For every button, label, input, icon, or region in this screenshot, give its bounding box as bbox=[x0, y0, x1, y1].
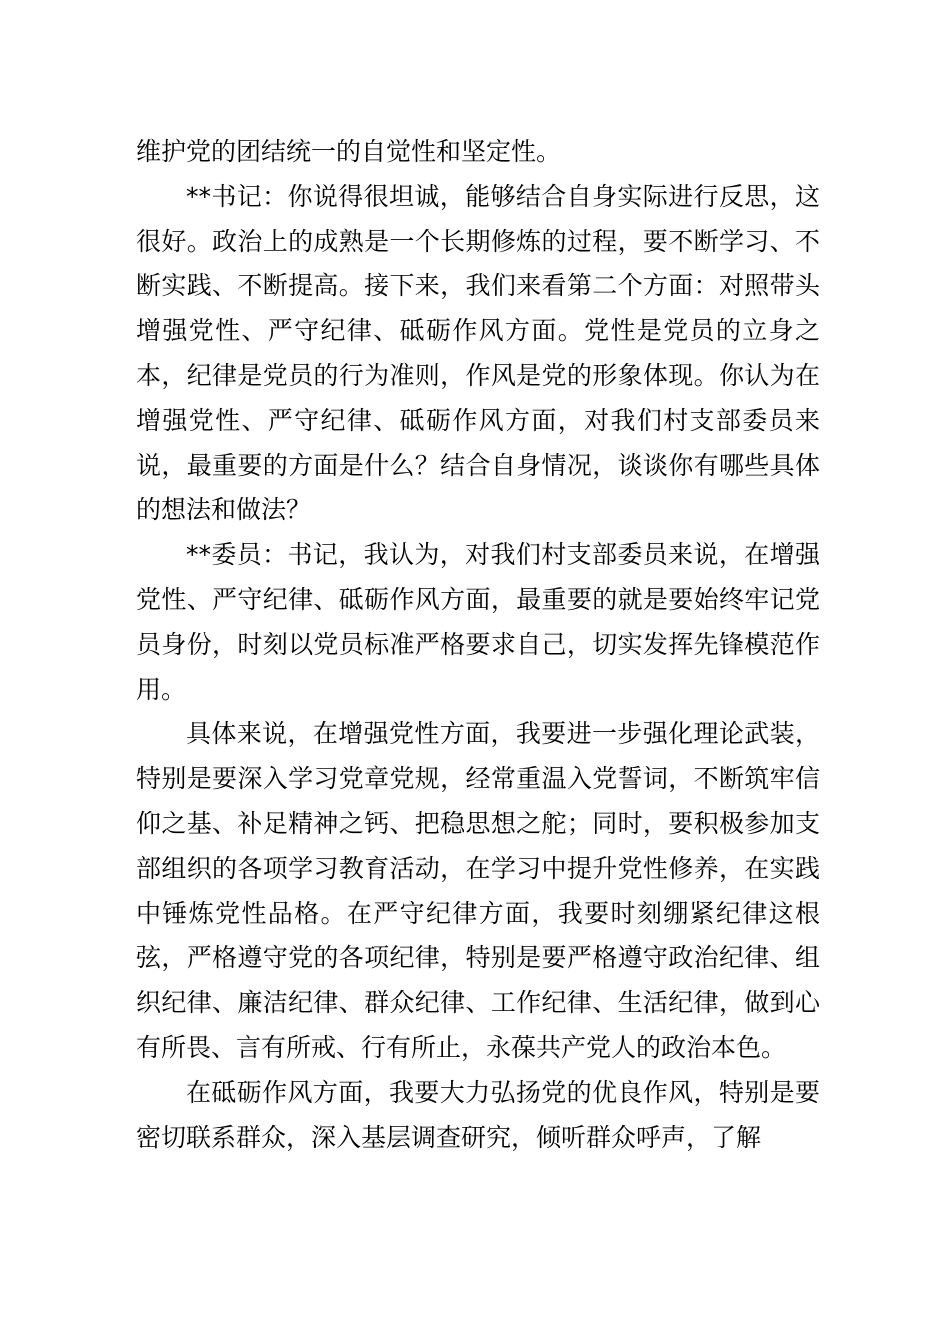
paragraph-member-answer: **委员：书记，我认为，对我们村支部委员来说，在增强党性、严守纪律、砥砺作风方面，最重要的就是要始终牢记党员身份，时刻以党员标准严格要求自己，切实发挥先锋模范作用。 bbox=[136, 540, 820, 704]
document-body bbox=[136, 130, 820, 1160]
paragraph-secretary-question: **书记：你说得很坦诚，能够结合自身实际进行反思，这很好。政治上的成熟是一个长期修炼的过程，要不断学习、不断实践、不断提高。接下来，我们来看第二个方面：对照带头增强党性、严守纪律、砥砺作风方面。党性是党员的立身之本，纪律是党员的行为准则，作风是党的形象体现。你认为在增强党性、严守纪律、砥砺作风方面，对我们村支部委员来说，最重要的方面是什么？结合自身情况，谈谈你有哪些具体的想法和做法？ bbox=[136, 181, 820, 525]
paragraph-work-style: 在砥砺作风方面，我要大力弘扬党的优良作风，特别是要密切联系群众，深入基层调查研究，倾听群众呼声，了解 bbox=[136, 1077, 820, 1152]
paragraph-specifics: 具体来说，在增强党性方面，我要进一步强化理论武装，特别是要深入学习党章党规，经常重温入党誓词，不断筑牢信仰之基、补足精神之钙、把稳思想之舵；同时，要积极参加支部组织的各项学习教育活动，在学习中提升党性修养，在实践中锤炼党性品格。在严守纪律方面，我要时刻绷紧纪律这根弦，严格遵守党的各项纪律，特别是要严格遵守政治纪律、组织纪律、廉洁纪律、群众纪律、工作纪律、生活纪律，做到心有所畏、言有所戒、行有所止，永葆共产党人的政治本色。 bbox=[136, 719, 820, 1062]
paragraph-continuation: 维护党的团结统一的自觉性和坚定性。 bbox=[136, 137, 562, 166]
